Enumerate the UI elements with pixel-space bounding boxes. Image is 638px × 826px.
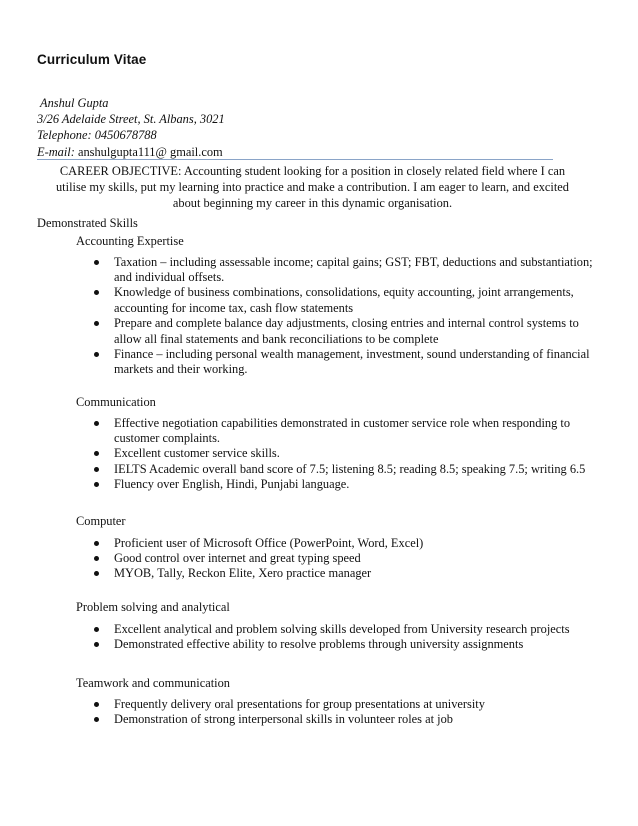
skill-group-communication xyxy=(76,395,606,493)
header-divider xyxy=(37,159,553,160)
email-label: E-mail: xyxy=(37,144,75,159)
contact-email xyxy=(37,144,225,160)
list-item: Demonstration of strong interpersonal skills in volunteer roles at job xyxy=(76,712,606,727)
list-item: Fluency over English, Hindi, Punjabi language. xyxy=(76,477,606,492)
skill-group-teamwork xyxy=(76,676,606,727)
list-item: Excellent customer service skills. xyxy=(76,446,606,461)
list-item: Demonstrated effective ability to resolve problems through university assignments xyxy=(76,637,606,652)
list-item: Finance – including personal wealth management, investment, sound understanding of financial markets and their working. xyxy=(76,347,606,378)
skill-list xyxy=(76,536,606,582)
contact-address: 3/26 Adelaide Street, St. Albans, 3021 xyxy=(37,112,225,127)
skill-list xyxy=(76,416,606,493)
list-item: Proficient user of Microsoft Office (PowerPoint, Word, Excel) xyxy=(76,536,606,551)
skill-group-title: Communication xyxy=(76,395,156,409)
skill-group-problem-solving xyxy=(76,600,606,652)
skill-list xyxy=(76,622,606,653)
skill-group-title: Accounting Expertise xyxy=(76,234,184,248)
skill-group-title: Computer xyxy=(76,514,126,528)
list-item: Taxation – including assessable income; capital gains; GST; FBT, deductions and substantiation; and individual offsets. xyxy=(76,255,606,286)
contact-name: Anshul Gupta xyxy=(40,96,109,110)
contact-block xyxy=(37,95,225,160)
email-value: anshulgupta111@ gmail.com xyxy=(74,144,223,159)
skills-section-title: Demonstrated Skills xyxy=(37,216,138,230)
list-item: Excellent analytical and problem solving skills developed from University research projects xyxy=(76,622,606,637)
career-objective: CAREER OBJECTIVE: Accounting student looking for a position in closely related field where I can utilise my skills, put my learning into practice and make a contribution. I am eager to learn, and excited about beginning my career in this dynamic organisation. xyxy=(55,164,570,210)
skill-group-title: Teamwork and communication xyxy=(76,676,230,690)
page-title: Curriculum Vitae xyxy=(37,52,147,67)
skill-list xyxy=(76,697,606,728)
skill-group-accounting xyxy=(76,234,606,378)
list-item: Prepare and complete balance day adjustments, closing entries and internal control systems to allow all final statements and bank reconciliations to be complete xyxy=(76,316,606,347)
skill-list xyxy=(76,255,606,378)
list-item: IELTS Academic overall band score of 7.5; listening 8.5; reading 8.5; speaking 7.5; writing 6.5 xyxy=(76,462,606,477)
skill-group-computer xyxy=(76,514,606,582)
list-item: Good control over internet and great typing speed xyxy=(76,551,606,566)
skill-group-title: Problem solving and analytical xyxy=(76,600,230,614)
contact-telephone: Telephone: 0450678788 xyxy=(37,128,157,143)
list-item: MYOB, Tally, Reckon Elite, Xero practice manager xyxy=(76,566,606,581)
list-item: Frequently delivery oral presentations for group presentations at university xyxy=(76,697,606,712)
list-item: Knowledge of business combinations, consolidations, equity accounting, joint arrangements, accounting for income tax, cash flow statements xyxy=(76,285,606,316)
list-item: Effective negotiation capabilities demonstrated in customer service role when responding to customer complaints. xyxy=(76,416,606,447)
